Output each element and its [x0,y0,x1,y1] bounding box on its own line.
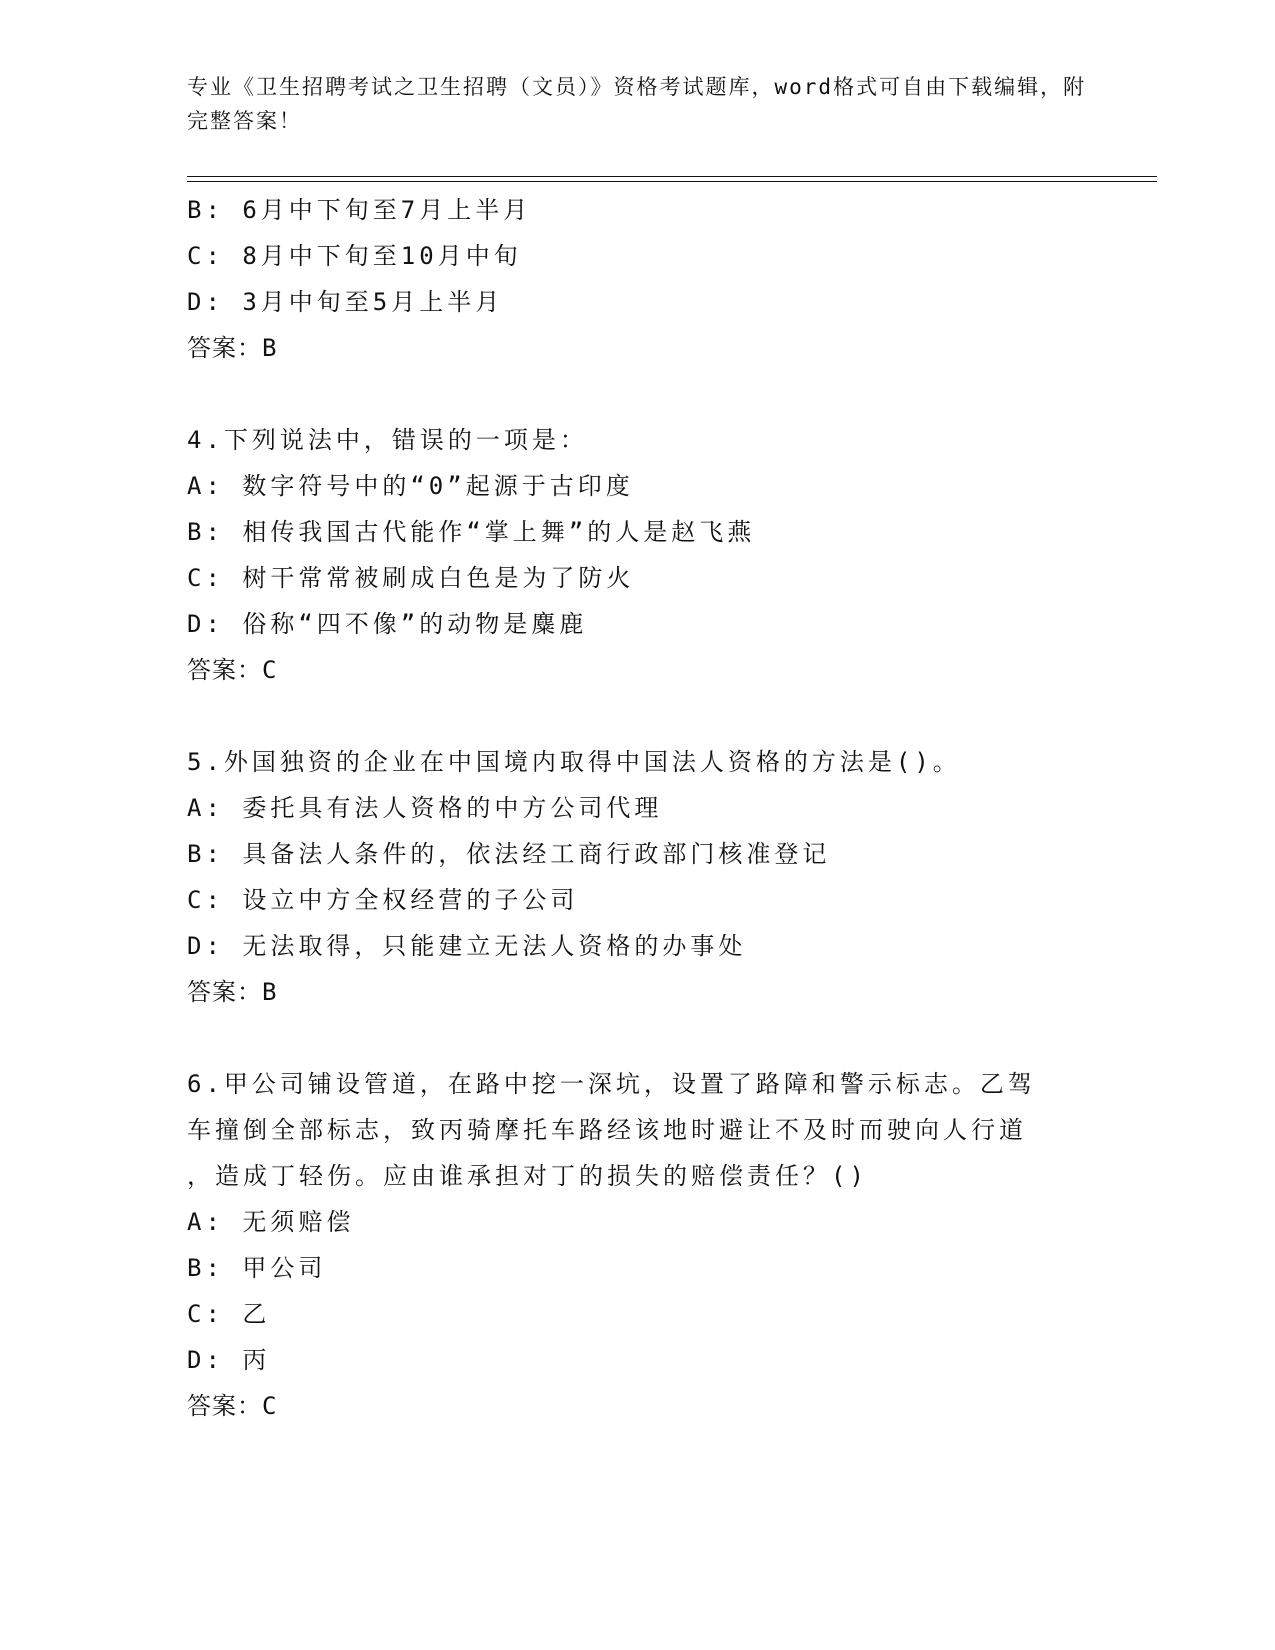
option-c: C: 乙 [187,1300,271,1328]
option-d: D: 无法取得，只能建立无法人资格的办事处 [187,932,747,960]
header-divider-bottom [187,181,1157,182]
option-d: D: 丙 [187,1346,271,1374]
spacer [187,693,1087,739]
option-b: B: 甲公司 [187,1254,327,1282]
header-divider-top [187,176,1157,177]
document-header: 专业《卫生招聘考试之卫生招聘（文员）》资格考试题库，word格式可自由下载编辑，附完整答案！ [187,75,1087,133]
option-a: A: 无须赔偿 [187,1208,355,1236]
option-d: D: 俗称“四不像”的动物是麋鹿 [187,610,588,638]
question-content [187,187,1087,1429]
answer: 答案：B [187,978,278,1006]
option-c: C: 8月中下旬至10月中旬 [187,242,522,270]
question-3-continuation [187,187,1087,371]
option-c: C: 设立中方全权经营的子公司 [187,886,579,914]
question-6 [187,1061,1087,1429]
question-stem: 5.外国独资的企业在中国境内取得中国法人资格的方法是()。 [187,748,961,776]
answer: 答案：C [187,656,278,684]
option-a: A: 数字符号中的“0”起源于古印度 [187,472,634,500]
option-b: B: 6月中下旬至7月上半月 [187,196,532,224]
option-b: B: 具备法人条件的，依法经工商行政部门核准登记 [187,840,831,868]
answer: 答案：C [187,1392,278,1420]
question-stem-line: ，造成丁轻伤。应由谁承担对丁的损失的赔偿责任？() [187,1162,868,1190]
question-5 [187,739,1087,1015]
spacer [187,371,1087,417]
option-d: D: 3月中旬至5月上半月 [187,288,504,316]
option-b: B: 相传我国古代能作“掌上舞”的人是赵飞燕 [187,518,756,546]
question-stem: 4.下列说法中，错误的一项是： [187,426,588,454]
answer: 答案：B [187,334,278,362]
question-stem-line: 车撞倒全部标志，致丙骑摩托车路经该地时避让不及时而驶向人行道 [187,1116,1027,1144]
question-4 [187,417,1087,693]
question-stem-line: 6.甲公司铺设管道，在路中挖一深坑，设置了路障和警示标志。乙驾 [187,1070,1036,1098]
option-c: C: 树干常常被刷成白色是为了防火 [187,564,635,592]
spacer [187,1015,1087,1061]
option-a: A: 委托具有法人资格的中方公司代理 [187,794,663,822]
